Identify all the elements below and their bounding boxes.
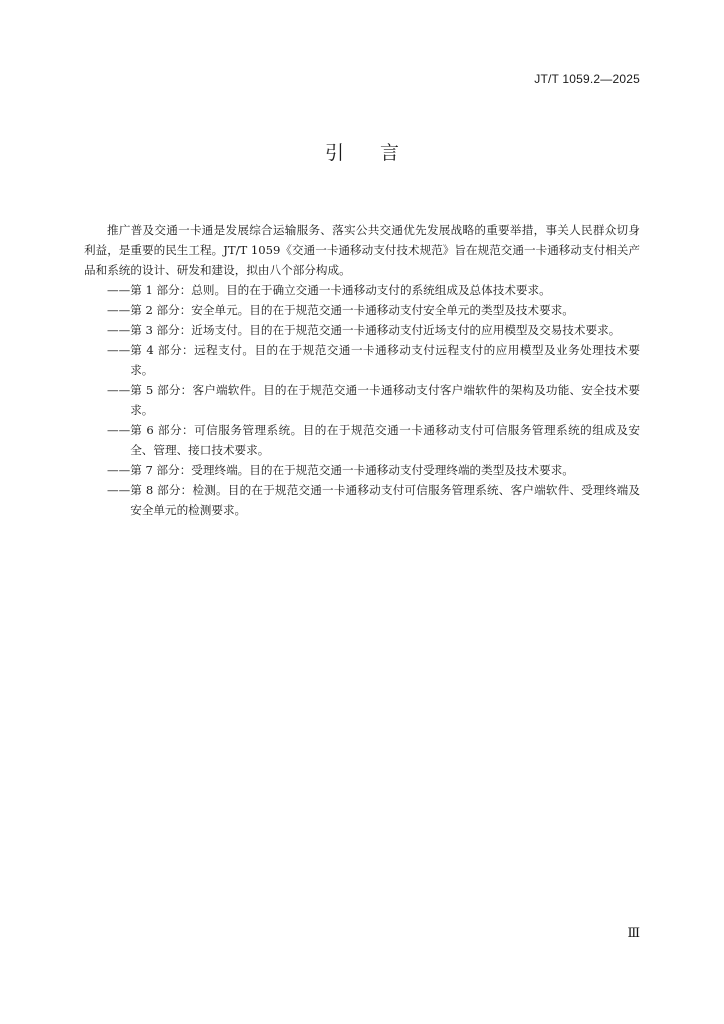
parts-list xyxy=(84,280,640,520)
dash-marker: —— xyxy=(107,483,131,497)
body-content xyxy=(84,220,640,520)
dash-marker: —— xyxy=(107,463,131,477)
part-text: 第 5 部分：客户端软件。目的在于规范交通一卡通移动支付客户端软件的架构及功能、安全技术要求。 xyxy=(130,383,640,417)
dash-marker: —— xyxy=(107,303,131,317)
dash-marker: —— xyxy=(107,343,131,357)
dash-marker: —— xyxy=(107,423,131,437)
part-item-1 xyxy=(84,280,640,300)
dash-marker: —— xyxy=(107,383,131,397)
part-text: 第 2 部分：安全单元。目的在于规范交通一卡通移动支付安全单元的类型及技术要求。 xyxy=(130,303,574,317)
dash-marker: —— xyxy=(107,323,131,337)
intro-paragraph: 推广普及交通一卡通是发展综合运输服务、落实公共交通优先发展战略的重要举措，事关人民群众切身利益，是重要的民生工程。JT/T 1059《交通一卡通移动支付技术规范》旨在规范交通一卡通移动支付相关产品和系统的设计、研发和建设，拟由八个部分构成。 xyxy=(84,223,640,277)
standard-code: JT/T 1059.2—2025 xyxy=(534,72,640,86)
part-item-7 xyxy=(84,460,640,480)
part-item-6 xyxy=(84,420,640,460)
part-item-3 xyxy=(84,320,640,340)
page-number: Ⅲ xyxy=(627,926,640,941)
part-text: 第 1 部分：总则。目的在于确立交通一卡通移动支付的系统组成及总体技术要求。 xyxy=(130,283,551,297)
part-text: 第 6 部分：可信服务管理系统。目的在于规范交通一卡通移动支付可信服务管理系统的组成及安全、管理、接口技术要求。 xyxy=(130,423,640,457)
part-text: 第 8 部分：检测。目的在于规范交通一卡通移动支付可信服务管理系统、客户端软件、受理终端及安全单元的检测要求。 xyxy=(130,483,640,517)
part-item-2 xyxy=(84,300,640,320)
part-text: 第 7 部分：受理终端。目的在于规范交通一卡通移动支付受理终端的类型及技术要求。 xyxy=(130,463,574,477)
part-item-5 xyxy=(84,380,640,420)
part-text: 第 4 部分：远程支付。目的在于规范交通一卡通移动支付远程支付的应用模型及业务处理技术要求。 xyxy=(130,343,640,377)
part-item-4 xyxy=(84,340,640,380)
page-title: 引言 xyxy=(324,142,435,164)
part-item-8 xyxy=(84,480,640,520)
dash-marker: —— xyxy=(107,283,131,297)
part-text: 第 3 部分：近场支付。目的在于规范交通一卡通移动支付近场支付的应用模型及交易技术要求。 xyxy=(130,323,621,337)
